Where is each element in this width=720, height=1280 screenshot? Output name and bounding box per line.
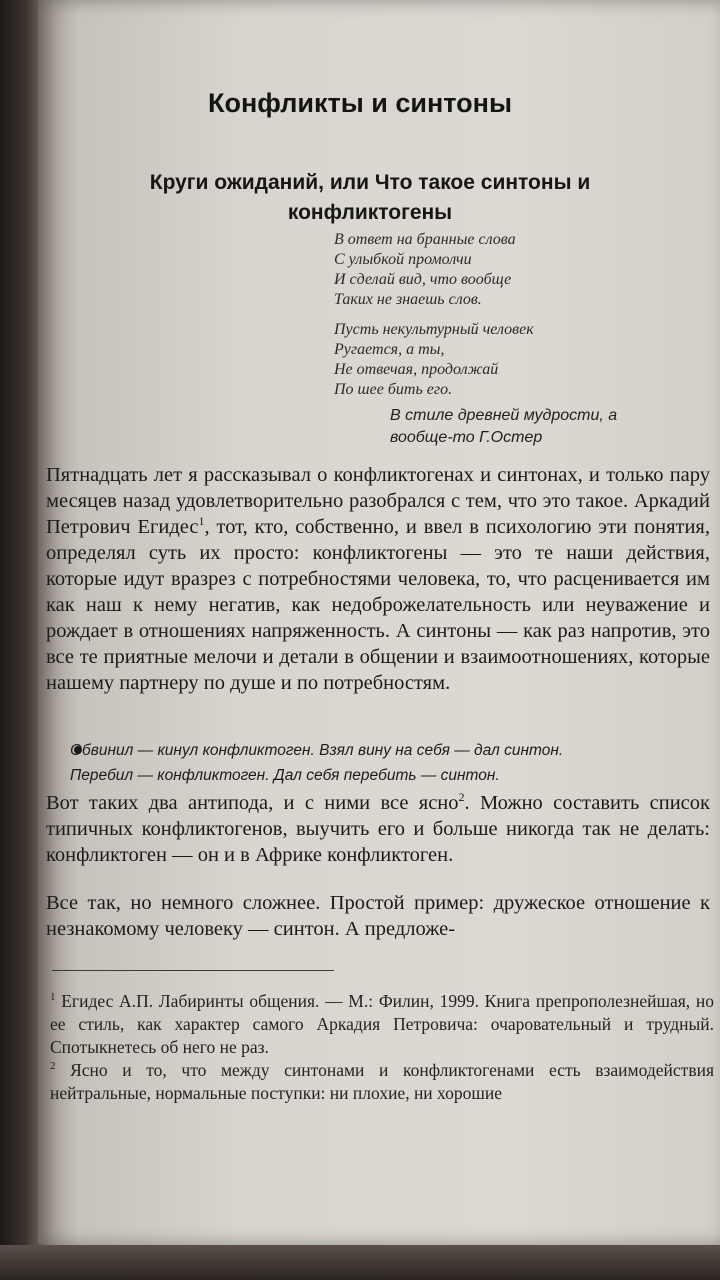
footnote-text: Егидес А.П. Лабиринты общения. — М.: Филин, 1999. Книга препрополезнейшая, но ее стиль, как характер самого Аркадия Петровича: очаровательный и трудный. Спотыкнетесь об него не раз. bbox=[50, 991, 715, 1057]
footnote-number: 2 bbox=[50, 1060, 56, 1073]
body-paragraph-1 bbox=[46, 462, 710, 696]
footnote-divider bbox=[52, 970, 334, 971]
paragraph-text: . Можно составить список типичных конфликтогенов, выучить его и больше никогда так не делать: конфликтоген — он и в Африке конфликтоген. bbox=[46, 792, 710, 866]
body-paragraph-2 bbox=[46, 790, 710, 868]
epigraph-line: Пусть некультурный человек bbox=[334, 321, 534, 338]
body-paragraph-3: Все так, но немного сложнее. Простой пример: дружеское отношение к незнакомому человеку — синтон. А предложе- bbox=[46, 892, 710, 940]
footnote-number: 1 bbox=[50, 991, 56, 1004]
paragraph-text: Вот таких два антипода, и с ними все ясно bbox=[46, 792, 459, 814]
epigraph-line: Ругается, а ты, bbox=[334, 341, 445, 358]
paragraph-text: , тот, кто, собственно, и ввел в психологию эти понятия, определял суть их просто: конфликтогены — это те наши действия, которые идут вразрез с потребностями человека, то, что расценивается им как наш к нему негатив, как недоброжелательность или неуважение и рождает в отношениях напряженность. А синтоны — как раз напротив, это все те приятные мелочи и детали в общении и взаимоотношениях, которые нашему партнеру по душе и по потребностям. bbox=[46, 516, 710, 694]
epigraph-line: И сделай вид, что вообще bbox=[334, 271, 512, 288]
book-spine-shadow bbox=[0, 0, 42, 1280]
epigraph-line: Не отвечая, продолжай bbox=[334, 361, 499, 378]
epigraph-line: В ответ на бранные слова bbox=[334, 231, 516, 248]
epigraph-line: По шее бить его. bbox=[334, 381, 453, 398]
bullet-line: Обвинил — кинул конфликтоген. Взял вину на себя — дал синтон. bbox=[70, 742, 564, 759]
epigraph bbox=[334, 230, 664, 410]
bullet-line: Перебил — конфликтоген. Дал себя перебить — синтон. bbox=[70, 767, 500, 784]
epigraph-attribution: В стиле древней мудрости, а вообще-то Г.Остер bbox=[390, 407, 618, 446]
footnote bbox=[50, 990, 714, 1059]
epigraph-line: Таких не знаешь слов. bbox=[334, 291, 482, 308]
epigraph-line: С улыбкой промолчи bbox=[334, 251, 472, 268]
chapter-title: Конфликты и синтоны bbox=[207, 88, 513, 118]
epigraph-stanza-1 bbox=[334, 230, 664, 310]
footnote-reference: 1 bbox=[198, 514, 205, 529]
section-title: Круги ожиданий, или Что такое синтоны и конфликтогены bbox=[149, 171, 591, 224]
footnotes bbox=[50, 990, 714, 1105]
footnote-text: Ясно и то, что между синтонами и конфликтогенами есть взаимодействия нейтральные, нормальные поступки: ни плохие, ни хорошие bbox=[50, 1060, 714, 1103]
bullet-example bbox=[70, 738, 710, 788]
table-surface bbox=[0, 1245, 720, 1280]
paragraph-text: Пятнадцать лет я рассказывал о конфликтогенах и синтонах, и только пару месяцев назад удовлетворительно разобрался с тем, что это такое. Аркадий Петрович Егидес bbox=[46, 464, 710, 538]
footnote-reference: 2 bbox=[458, 790, 465, 805]
epigraph-stanza-2 bbox=[334, 320, 664, 400]
footnote bbox=[50, 1059, 714, 1105]
